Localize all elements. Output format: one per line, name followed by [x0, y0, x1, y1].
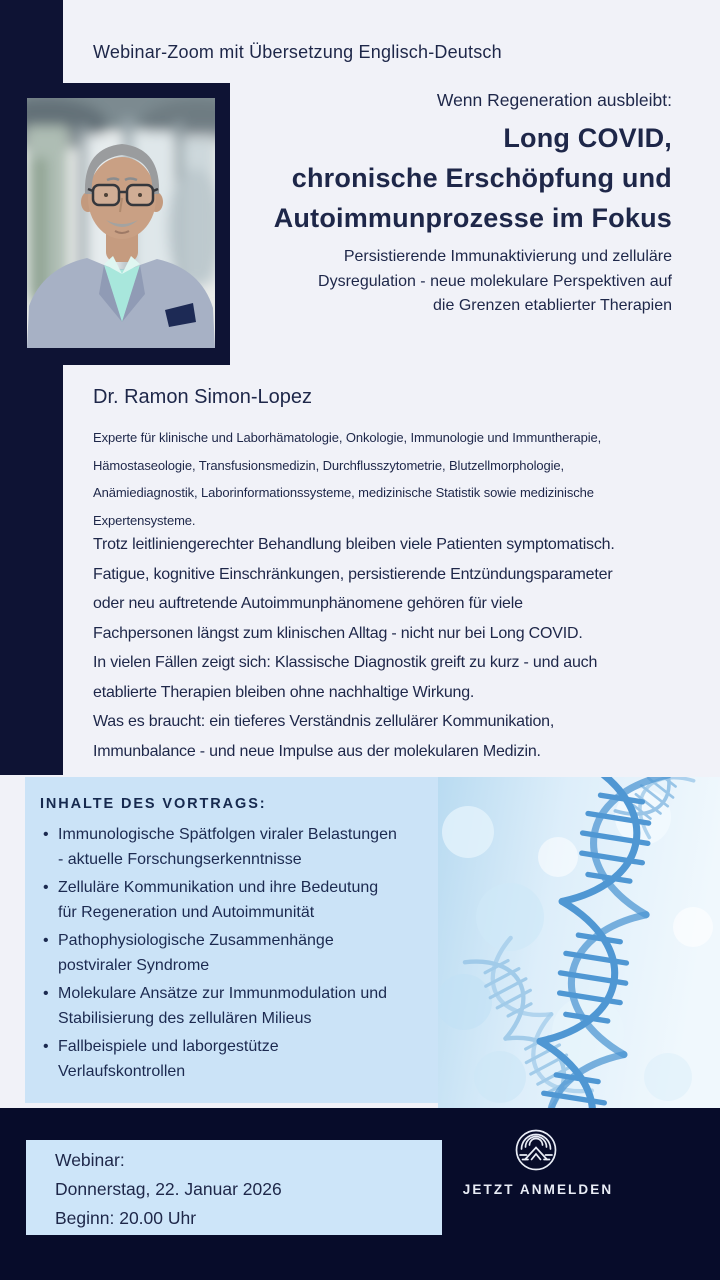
contents-heading: INHALTE DES VORTRAGS:	[40, 796, 267, 812]
list-item	[43, 928, 438, 978]
bullet-dot: •	[43, 985, 49, 1002]
list-item	[43, 981, 438, 1031]
webinar-info-box	[26, 1140, 442, 1235]
intro-paragraph	[93, 530, 615, 766]
hero-title-block	[274, 90, 672, 319]
speaker-bio-line: Experte für klinische und Laborhämatologie, Onkologie, Immunologie und Immuntherapie,	[93, 430, 602, 445]
contents-list	[43, 822, 438, 1084]
intro-line: Fachpersonen längst zum klinischen Alltag - nicht nur bei Long COVID.	[93, 624, 583, 642]
mountain-arcs-logo-icon	[514, 1128, 558, 1172]
intro-line: oder neu auftretende Autoimmunphänomene gehören für viele	[93, 595, 523, 612]
header-note: Webinar-Zoom mit Übersetzung Englisch-Deutsch	[93, 42, 502, 62]
hero-subtitle-line: Persistierende Immunaktivierung und zelluläre	[343, 248, 672, 265]
bullet-dot: •	[43, 932, 49, 949]
hero-subtitle-line: die Grenzen etablierter Therapien	[433, 297, 672, 314]
hero-title-line: chronische Erschöpfung und	[291, 163, 672, 193]
bullet-dot: •	[43, 879, 49, 896]
list-item	[43, 875, 438, 925]
list-item-line: Pathophysiologische Zusammenhänge	[58, 932, 334, 949]
list-item-line: Immunologische Spätfolgen viraler Belastungen	[58, 826, 397, 843]
list-item	[43, 822, 438, 872]
list-item	[43, 1034, 438, 1084]
list-item-line: - aktuelle Forschungserkenntnisse	[58, 851, 302, 868]
list-item-line: Fallbeispiele und laborgestütze	[58, 1038, 279, 1055]
hero-subtitle-line: Dysregulation - neue molekulare Perspektiven auf	[318, 272, 672, 290]
webinar-label: Webinar:	[55, 1150, 125, 1170]
list-item-line: Molekulare Ansätze zur Immunmodulation und	[58, 985, 388, 1002]
intro-line: In vielen Fällen zeigt sich: Klassische Diagnostik greift zu kurz - und auch	[93, 654, 598, 671]
dna-helix-image	[438, 777, 720, 1110]
webinar-date: Donnerstag, 22. Januar 2026	[55, 1179, 282, 1199]
intro-line: etablierte Therapien bleiben ohne nachhaltige Wirkung.	[93, 683, 475, 701]
list-item-line: für Regeneration und Autoimmunität	[58, 904, 315, 921]
cta-register-button[interactable]: JETZT ANMELDEN	[418, 1181, 658, 1198]
intro-line: Immunbalance - und neue Impulse aus der molekularen Medizin.	[93, 742, 541, 760]
speaker-bio-line: Expertensysteme.	[93, 512, 196, 528]
hero-title-line: Autoimmunprozesse im Fokus	[273, 203, 672, 233]
speaker-bio	[93, 424, 601, 534]
intro-line: Was es braucht: ein tieferes Verständnis zellulärer Kommunikation,	[93, 713, 555, 730]
bullet-dot: •	[43, 826, 49, 843]
list-item-line: Verlaufskontrollen	[58, 1063, 186, 1080]
intro-line: Fatigue, kognitive Einschränkungen, persistierende Entzündungsparameter	[93, 565, 613, 583]
webinar-time: Beginn: 20.00 Uhr	[55, 1208, 197, 1228]
bullet-dot: •	[43, 1038, 49, 1055]
hero-kicker: Wenn Regeneration ausbleibt:	[436, 90, 672, 110]
list-item-line: Stabilisierung des zellulären Milieus	[58, 1010, 312, 1027]
speaker-bio-line: Hämostaseologie, Transfusionsmedizin, Durchflusszytometrie, Blutzellmorphologie,	[93, 457, 565, 473]
speaker-bio-line: Anämiediagnostik, Laborinformationssysteme, medizinische Statistik sowie medizinische	[93, 485, 594, 500]
footer-panel	[0, 1108, 720, 1280]
contents-panel	[25, 777, 438, 1103]
intro-line: Trotz leitliniengerechter Behandlung bleiben viele Patienten symptomatisch.	[93, 536, 615, 553]
speaker-name: Dr. Ramon Simon-Lopez	[93, 386, 312, 408]
hero-title-line: Long COVID,	[503, 123, 672, 153]
speaker-photo	[27, 98, 215, 348]
hero-subtitle	[274, 245, 672, 319]
list-item-line: postviraler Syndrome	[58, 957, 210, 974]
list-item-line: Zelluläre Kommunikation und ihre Bedeutung	[58, 879, 379, 896]
